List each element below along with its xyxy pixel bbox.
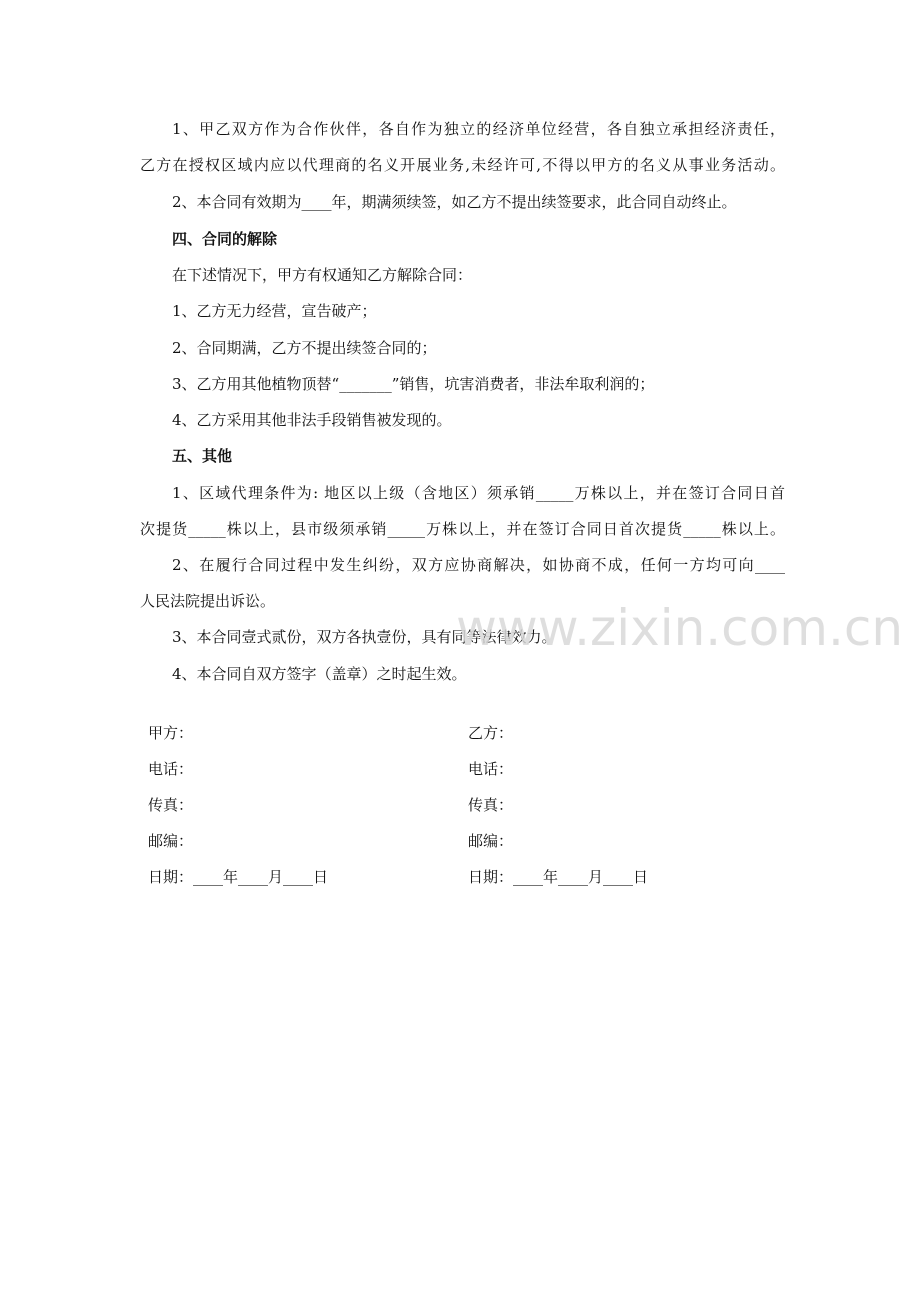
party-a-fax-label: 传真：: [148, 796, 194, 814]
section-4-item-2: 2、合同期满，乙方不提出续签合同的；: [172, 339, 437, 357]
section-4-heading: 四、合同的解除: [172, 230, 278, 248]
section-5-item-2-line-2: 人民法院提出诉讼。: [140, 592, 276, 610]
section-5-item-2-line-1: 2、在履行合同过程中发生纠纷，双方应协商解决，如协商不成，任何一方均可向____: [172, 556, 785, 574]
section-5-item-1-line-1: 1、区域代理条件为: 地区以上级（含地区）须承销_____万株以上，并在签订合同日首: [172, 484, 785, 502]
party-a-phone-label: 电话：: [148, 760, 194, 778]
party-b-fax-label: 传真：: [468, 796, 514, 814]
party-b-phone-label: 电话：: [468, 760, 514, 778]
section-5-item-1-line-2: 次提货_____株以上，县市级须承销_____万株以上，并在签订合同日首次提货_____株以上。: [140, 520, 785, 538]
section-4-item-3: 3、乙方用其他植物顶替“_______”销售，坑害消费者，非法牟取利润的；: [172, 375, 655, 393]
party-b-date-label: 日期：____年____月____日: [468, 868, 649, 886]
section-4-item-4: 4、乙方采用其他非法手段销售被发现的。: [172, 411, 452, 429]
section-5-item-3: 3、本合同壹式贰份，双方各执壹份，具有同等法律效力。: [172, 628, 557, 646]
section-5-heading: 五、其他: [172, 447, 233, 465]
clause-3-item-2: 2、本合同有效期为____年，期满须续签，如乙方不提出续签要求，此合同自动终止。: [172, 193, 737, 211]
section-4-item-1: 1、乙方无力经营，宣告破产；: [172, 302, 377, 320]
party-b-label: 乙方：: [468, 724, 514, 742]
clause-3-item-1-line-2: 乙方在授权区域内应以代理商的名义开展业务,未经许可,不得以甲方的名义从事业务活动。: [140, 156, 785, 174]
section-5-item-4: 4、本合同自双方签字（盖章）之时起生效。: [172, 665, 467, 683]
section-4-intro: 在下述情况下，甲方有权通知乙方解除合同：: [172, 266, 473, 284]
party-a-date-label: 日期：____年____月____日: [148, 868, 329, 886]
party-a-label: 甲方：: [148, 724, 194, 742]
clause-3-item-1-line-1: 1、甲乙双方作为合作伙伴，各自作为独立的经济单位经营，各自独立承担经济责任，: [172, 120, 785, 138]
party-a-postcode-label: 邮编：: [148, 832, 194, 850]
watermark: www.zixin.com.cn: [456, 599, 904, 657]
party-b-postcode-label: 邮编：: [468, 832, 514, 850]
